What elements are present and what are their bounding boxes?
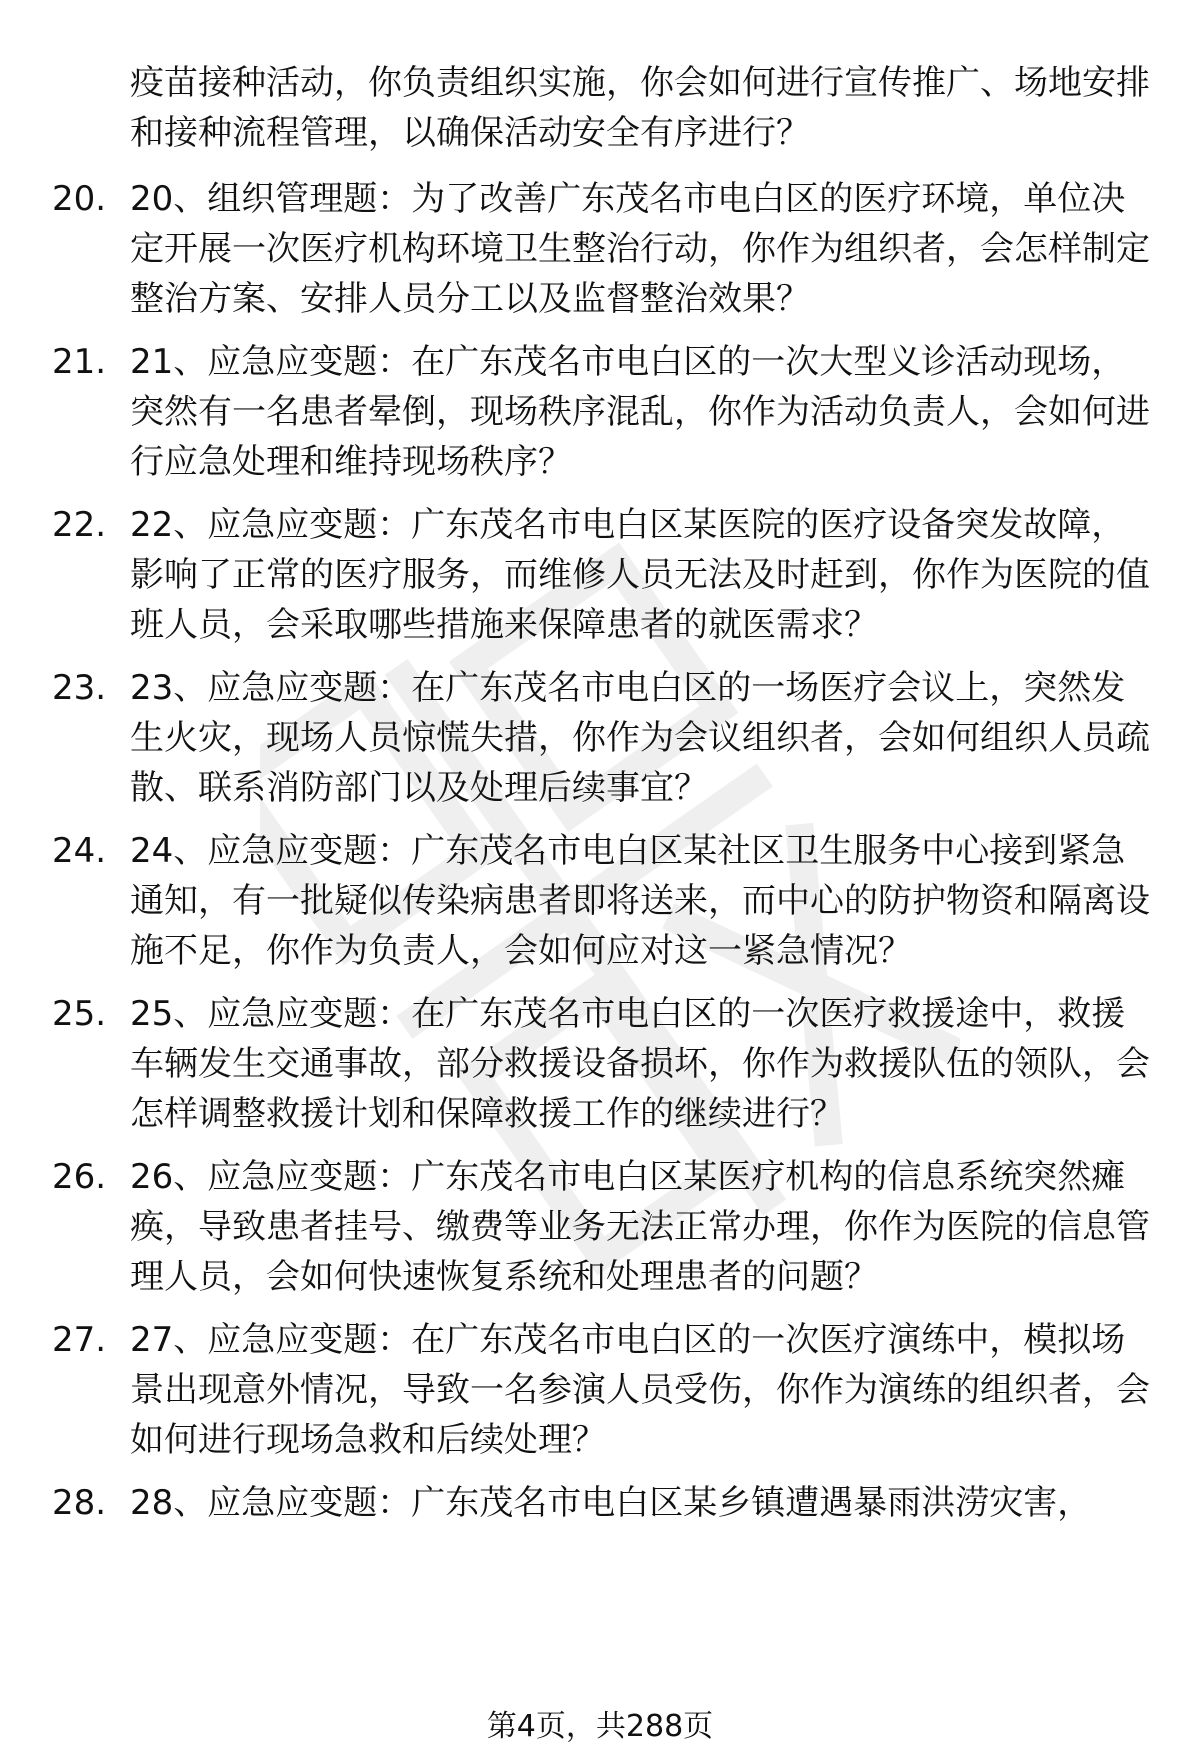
question-text: 25、应急应变题：在广东茂名市电白区的一次医疗救援途中，救援车辆发生交通事故，部分救援设备损坏，你作为救援队伍的领队，会怎样调整救援计划和保障救援工作的继续进行？ [130, 994, 1150, 1134]
question-text: 20、组织管理题：为了改善广东茂名市电白区的医疗环境，单位决定开展一次医疗机构环境卫生整治行动，你作为组织者，会怎样制定整治方案、安排人员分工以及监督整治效果？ [130, 179, 1150, 319]
continuation-paragraph: 疫苗接种活动，你负责组织实施，你会如何进行宣传推广、场地安排和接种流程管理，以确保活动安全有序进行？ [130, 63, 1150, 153]
question-text: 26、应急应变题：广东茂名市电白区某医疗机构的信息系统突然瘫痪，导致患者挂号、缴费等业务无法正常办理，你作为医院的信息管理人员，会如何快速恢复系统和处理患者的问题？ [130, 1157, 1150, 1297]
question-text: 24、应急应变题：广东茂名市电白区某社区卫生服务中心接到紧急通知，有一批疑似传染病患者即将送来，而中心的防护物资和隔离设施不足，你作为负责人，会如何应对这一紧急情况？ [130, 831, 1150, 971]
page-footer: 第4页，共288页 [486, 1709, 714, 1744]
question-number: 25. [52, 994, 107, 1034]
question-number: 21. [52, 342, 107, 382]
question-number: 28. [52, 1483, 107, 1523]
question-number: 26. [52, 1157, 107, 1197]
question-text: 22、应急应变题：广东茂名市电白区某医院的医疗设备突发故障，影响了正常的医疗服务，而维修人员无法及时赶到，你作为医院的值班人员，会采取哪些措施来保障患者的就医需求？ [130, 505, 1150, 645]
question-number: 23. [52, 668, 107, 708]
question-text: 27、应急应变题：在广东茂名市电白区的一次医疗演练中，模拟场景出现意外情况，导致一名参演人员受伤，你作为演练的组织者，会如何进行现场急救和后续处理？ [130, 1320, 1150, 1460]
question-number: 20. [52, 179, 107, 219]
question-text: 23、应急应变题：在广东茂名市电白区的一场医疗会议上，突然发生火灾，现场人员惊慌失措，你作为会议组织者，会如何组织人员疏散、联系消防部门以及处理后续事宜？ [130, 668, 1150, 808]
question-number: 27. [52, 1320, 107, 1360]
question-text: 28、应急应变题：广东茂名市电白区某乡镇遭遇暴雨洪涝灾害， [130, 1483, 1092, 1523]
question-number: 22. [52, 505, 107, 545]
question-number: 24. [52, 831, 107, 871]
question-text: 21、应急应变题：在广东茂名市电白区的一次大型义诊活动现场，突然有一名患者晕倒，现场秩序混乱，你作为活动负责人，会如何进行应急处理和维持现场秩序？ [130, 342, 1150, 482]
